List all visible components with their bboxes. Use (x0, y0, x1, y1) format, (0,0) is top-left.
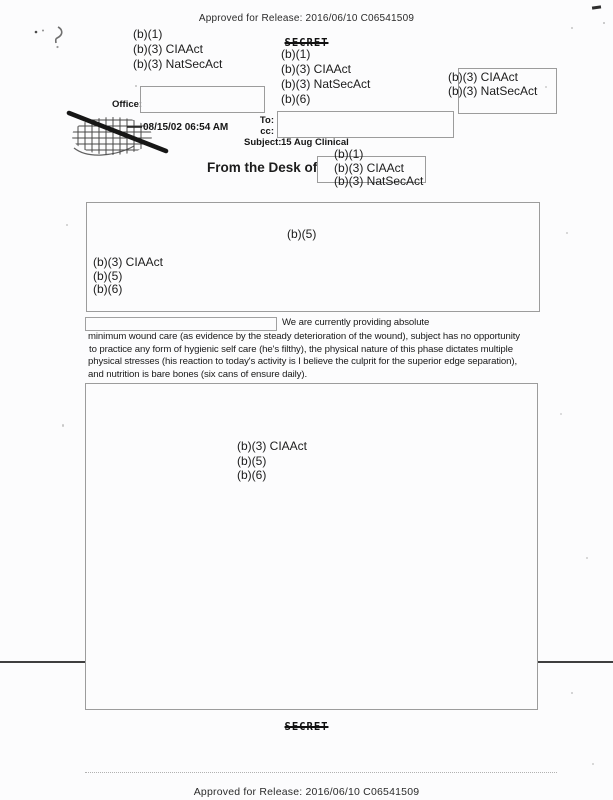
to-field-label: To: (259, 115, 274, 126)
exemption-code: (b)(3) CIAAct (93, 255, 164, 269)
exemption-code: (b)(3) CIAAct (334, 160, 405, 175)
exemption-code: (b)(1) (281, 47, 311, 61)
scan-speck (571, 692, 573, 694)
exemption-codes-box2 (237, 439, 307, 483)
date-time-stamp: 08/15/02 06:54 AM (143, 122, 229, 133)
subject-field-label: Subject: (244, 137, 282, 148)
body-line: physical stresses (his reaction to today's activity is I believe the culprit for the superior edge separation), (88, 356, 518, 368)
exemption-code: (b)(5) (237, 453, 267, 468)
scan-speck (66, 224, 68, 226)
classification-marking-top: SECRET (284, 37, 329, 49)
exemption-code: (b)(6) (281, 92, 311, 106)
page-divider-line-right (535, 661, 613, 663)
from-desk-label: From the Desk of (207, 160, 318, 175)
exemption-codes-desk (334, 148, 423, 189)
body-paragraph (85, 317, 565, 382)
exemption-code: (b)(3) CIAAct (281, 62, 352, 76)
exemption-codes-right (448, 71, 537, 98)
exemption-code: (b)(3) NatSecAct (281, 77, 371, 91)
body-line: and nutrition is bare bones (six cans of ensure daily). (88, 369, 308, 381)
scan-speck (62, 424, 64, 427)
cancellation-stamp-icon (62, 110, 174, 158)
scan-dotted-line (85, 772, 557, 773)
body-line: to practice any form of hygienic self care (he's filthy), the physical nature of this phase dictates multiple (89, 343, 513, 355)
redaction-box-2 (85, 383, 538, 710)
scan-speck (545, 86, 547, 88)
scan-mark (592, 5, 601, 9)
scan-speck (571, 27, 573, 29)
scan-speck (592, 763, 594, 765)
exemption-code: (b)(3) CIAAct (237, 439, 308, 453)
exemption-code: (b)(3) NatSecAct (448, 83, 538, 98)
exemption-codes-center (281, 47, 370, 107)
inline-redaction-box (85, 317, 277, 331)
exemption-code-box1-center: (b)(5) (287, 227, 317, 241)
classification-marking-bottom: SECRET (284, 721, 329, 733)
exemption-code: (b)(6) (93, 282, 123, 296)
scan-speck (603, 22, 605, 24)
exemption-code: (b)(3) NatSecAct (334, 174, 424, 188)
exemption-codes-box1 (93, 256, 163, 297)
exemption-code: (b)(5) (93, 268, 123, 283)
scan-speck (560, 413, 562, 415)
scan-speck (135, 85, 137, 87)
to-cc-redaction-box (277, 111, 454, 138)
release-stamp-top: Approved for Release: 2016/06/10 C06541509 (198, 13, 415, 24)
exemption-code: (b)(1) (133, 27, 163, 41)
release-stamp-bottom: Approved for Release: 2016/06/10 C06541509 (193, 786, 420, 798)
page-divider-line-left (0, 661, 86, 663)
body-line: minimum wound care (as evidence by the steady deterioration of the wound), subject has no opportunity (88, 331, 520, 342)
exemption-code: (b)(3) CIAAct (448, 70, 519, 84)
office-field-label: Office: (112, 99, 143, 110)
exemption-code: (b)(3) CIAAct (133, 42, 204, 56)
exemption-code: (b)(6) (237, 468, 267, 483)
cc-field-label: cc: (260, 126, 274, 137)
exemption-code: (b)(3) NatSecAct (133, 57, 223, 71)
exemption-code: (b)(1) (334, 147, 364, 161)
office-redaction-box (140, 86, 265, 113)
scan-speck (586, 557, 588, 559)
subject-value: 15 Aug Clinical (281, 137, 349, 148)
body-line: We are currently providing absolute (282, 317, 430, 328)
scan-speck (566, 232, 568, 234)
